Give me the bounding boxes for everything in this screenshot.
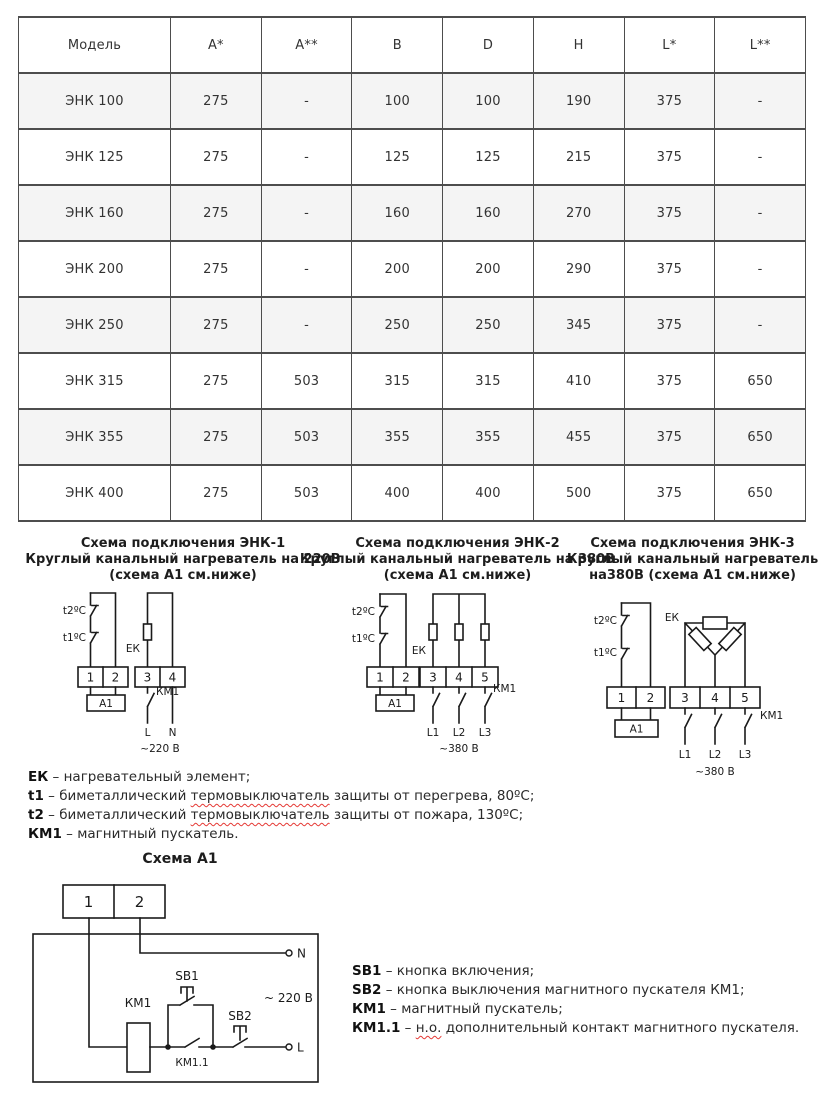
legend-components <box>28 768 534 844</box>
spec-table-body <box>19 73 806 521</box>
table-cell: - <box>261 185 352 241</box>
table-cell: 275 <box>171 465 262 521</box>
table-cell: 250 <box>443 297 534 353</box>
terminal-1: 1 <box>86 670 95 685</box>
table-cell: - <box>715 185 806 241</box>
heater-delta-branch <box>665 612 745 687</box>
phase-l-label: L <box>144 727 151 739</box>
heater-resistor <box>719 628 741 651</box>
table-cell: 375 <box>624 353 715 409</box>
title-line: (схема А1 см.ниже) <box>383 568 532 583</box>
title-line: Круглый канальный нагреватель <box>566 552 819 567</box>
table-cell: 375 <box>624 297 715 353</box>
heater-branch <box>126 593 173 667</box>
legend-text: – кнопка выключения магнитного пускателя КМ1; <box>381 982 745 998</box>
col-header-h: H <box>533 17 624 73</box>
table-cell: 455 <box>533 409 624 465</box>
legend-item <box>28 825 534 844</box>
phase-l3-label: L3 <box>738 749 752 761</box>
legend-text: защиты от перегрева, 80ºС; <box>329 788 535 804</box>
neutral-n-label: N <box>168 727 177 739</box>
table-cell: - <box>261 129 352 185</box>
legend-text: дополнительный контакт магнитного пускателя. <box>441 1020 800 1036</box>
table-row <box>19 297 806 353</box>
title-line: (схема А1 см.ниже) <box>109 568 257 583</box>
sb2-label: SB2 <box>228 1009 252 1023</box>
terminal-block <box>607 687 760 708</box>
title-line: Схема подключения ЭНК-3 <box>590 536 795 551</box>
terminal-5: 5 <box>481 670 489 685</box>
a1-label: А1 <box>99 698 113 710</box>
table-cell: - <box>715 297 806 353</box>
legend-term: КМ1 <box>352 1001 386 1017</box>
col-header-l2: L** <box>715 17 806 73</box>
table-cell: 650 <box>715 465 806 521</box>
t2-label: t2ºC <box>351 606 375 618</box>
table-cell: 125 <box>352 129 443 185</box>
table-cell: 650 <box>715 409 806 465</box>
km1-contacts <box>679 708 783 778</box>
col-header-b: B <box>352 17 443 73</box>
heater-branch <box>412 594 489 667</box>
a1-label: А1 <box>629 723 644 736</box>
table-cell: 503 <box>261 465 352 521</box>
terminal-block <box>367 667 498 687</box>
table-row <box>19 129 806 185</box>
a1-module <box>376 687 414 711</box>
voltage-label: ~220 В <box>140 743 180 755</box>
heater-resistor <box>481 624 489 640</box>
table-cell: 500 <box>533 465 624 521</box>
table-cell: - <box>261 241 352 297</box>
table-cell: - <box>261 73 352 129</box>
table-cell: 375 <box>624 129 715 185</box>
table-row <box>19 241 806 297</box>
table-cell: 125 <box>443 129 534 185</box>
terminal-2: 2 <box>111 670 120 685</box>
legend-text: защиты от пожара, 130ºС; <box>329 807 524 823</box>
phase-l1-label: L1 <box>426 727 440 739</box>
legend-term: SB1 <box>352 963 382 979</box>
table-cell: 200 <box>352 241 443 297</box>
table-row <box>19 353 806 409</box>
legend-term: КМ1.1 <box>352 1020 401 1036</box>
table-cell: - <box>715 241 806 297</box>
table-cell: - <box>261 297 352 353</box>
col-header-model: Модель <box>19 17 171 73</box>
terminal-block <box>63 885 165 918</box>
table-cell: 400 <box>443 465 534 521</box>
table-cell: - <box>715 73 806 129</box>
table-cell: 190 <box>533 73 624 129</box>
km11-label: КМ1.1 <box>175 1057 209 1069</box>
km1-label: КМ1 <box>760 710 784 722</box>
table-cell: 160 <box>443 185 534 241</box>
table-cell: 250 <box>352 297 443 353</box>
title-line: Круглый канальный нагреватель на 220В <box>25 552 341 567</box>
heater-resistor <box>144 624 152 640</box>
legend-a1 <box>352 962 799 1038</box>
table-cell: 503 <box>261 353 352 409</box>
table-header-row <box>19 17 806 73</box>
terminal-4: 4 <box>711 691 719 705</box>
table-cell: ЭНК 315 <box>19 353 171 409</box>
legend-item <box>352 962 799 981</box>
table-cell: 375 <box>624 185 715 241</box>
terminal-5: 5 <box>741 691 749 705</box>
heater-resistor <box>455 624 463 640</box>
ek-label: ЕК <box>664 612 679 624</box>
table-row <box>19 465 806 521</box>
table-cell: - <box>715 129 806 185</box>
legend-text: – <box>400 1020 416 1036</box>
legend-item <box>352 1000 799 1019</box>
legend-text: – кнопка включения; <box>381 963 535 979</box>
legend-term: SB2 <box>352 982 382 998</box>
col-header-a1: A* <box>171 17 262 73</box>
legend-text: – биметаллический <box>43 788 191 804</box>
legend-item <box>28 787 534 806</box>
table-cell: ЭНК 250 <box>19 297 171 353</box>
terminal-1: 1 <box>376 670 384 685</box>
table-cell: 375 <box>624 73 715 129</box>
ek-label: ЕК <box>411 645 426 657</box>
col-header-d: D <box>443 17 534 73</box>
heater-resistor <box>429 624 437 640</box>
table-cell: 275 <box>171 73 262 129</box>
table-cell: 410 <box>533 353 624 409</box>
ek-label: ЕК <box>125 643 140 655</box>
table-cell: 100 <box>443 73 534 129</box>
table-cell: 215 <box>533 129 624 185</box>
scheme-a1-diagram <box>28 875 368 1090</box>
t1-label: t1ºC <box>351 633 375 645</box>
heater-resistor <box>689 628 711 651</box>
terminal-4: 4 <box>455 670 463 685</box>
km1-label: КМ1 <box>124 996 152 1010</box>
terminal-1: 1 <box>83 893 94 911</box>
phase-l2-label: L2 <box>708 749 722 761</box>
table-cell: 375 <box>624 465 715 521</box>
t1-label: t1ºC <box>593 647 617 659</box>
table-cell: 100 <box>352 73 443 129</box>
col-header-a2: A** <box>261 17 352 73</box>
table-cell: 160 <box>352 185 443 241</box>
legend-text: – магнитный пускатель; <box>385 1001 563 1017</box>
enk1-wiring-diagram <box>40 588 270 760</box>
table-cell: ЭНК 355 <box>19 409 171 465</box>
title-line: Круглый канальный нагреватель на 380В <box>299 552 616 567</box>
table-row <box>19 73 806 129</box>
legend-item <box>28 768 534 787</box>
table-cell: 375 <box>624 241 715 297</box>
a1-label: А1 <box>388 698 402 710</box>
voltage-label: ~380 В <box>439 743 479 755</box>
terminal-2: 2 <box>402 670 410 685</box>
legend-misspelled-word: термовыключатель <box>190 788 330 804</box>
table-cell: 275 <box>171 409 262 465</box>
table-cell: 355 <box>352 409 443 465</box>
legend-term: t2 <box>28 807 44 823</box>
legend-text: – биметаллический <box>43 807 191 823</box>
legend-text: – магнитный пускатель. <box>61 826 239 842</box>
table-cell: 650 <box>715 353 806 409</box>
terminal-2: 2 <box>134 893 145 911</box>
legend-term: t1 <box>28 788 44 804</box>
table-cell: 275 <box>171 297 262 353</box>
table-cell: ЭНК 200 <box>19 241 171 297</box>
legend-item <box>28 806 534 825</box>
phase-l-label: L <box>297 1040 304 1055</box>
thermal-switch-branch <box>594 603 651 687</box>
phase-l3-label: L3 <box>478 727 492 739</box>
a1-module <box>615 708 658 737</box>
terminal-3: 3 <box>143 670 152 685</box>
terminal-3: 3 <box>681 691 689 705</box>
table-cell: 275 <box>171 129 262 185</box>
table-cell: ЭНК 125 <box>19 129 171 185</box>
table-row <box>19 185 806 241</box>
table-cell: 345 <box>533 297 624 353</box>
km1-coil <box>127 1023 150 1072</box>
phase-l2-label: L2 <box>452 727 466 739</box>
thermal-switch-branch <box>352 594 406 667</box>
t2-label: t2ºC <box>62 605 86 617</box>
terminal-2: 2 <box>646 691 655 705</box>
title-line: Схема подключения ЭНК-2 <box>355 536 560 551</box>
km1-contacts <box>427 683 516 755</box>
enk3-wiring-diagram <box>580 592 815 792</box>
table-cell: ЭНК 400 <box>19 465 171 521</box>
a1-module <box>87 687 125 711</box>
km1-label: КМ1 <box>493 683 517 695</box>
legend-item <box>352 981 799 1000</box>
table-cell: 200 <box>443 241 534 297</box>
diagram3-title <box>565 536 820 584</box>
voltage-label: ~380 В <box>695 766 735 778</box>
table-cell: 290 <box>533 241 624 297</box>
legend-text: – нагревательный элемент; <box>48 769 251 785</box>
legend-item <box>352 1019 799 1038</box>
title-line: на380В (схема А1 см.ниже) <box>589 568 796 583</box>
km1-contact <box>140 686 179 755</box>
phase-l1-label: L1 <box>678 749 692 761</box>
table-cell: 270 <box>533 185 624 241</box>
legend-misspelled-word: н.о. <box>415 1020 442 1036</box>
thermal-switch-branch <box>63 593 116 667</box>
title-line: Схема подключения ЭНК-1 <box>80 536 286 551</box>
table-cell: 275 <box>171 353 262 409</box>
table-cell: 355 <box>443 409 534 465</box>
table-cell: 315 <box>352 353 443 409</box>
terminal-4: 4 <box>168 670 177 685</box>
table-cell: ЭНК 100 <box>19 73 171 129</box>
km1-label: КМ1 <box>156 686 180 698</box>
sb1-label: SB1 <box>175 969 199 983</box>
col-header-l1: L* <box>624 17 715 73</box>
table-row <box>19 409 806 465</box>
table-cell: 375 <box>624 409 715 465</box>
t1-label: t1ºC <box>62 632 86 644</box>
table-cell: 275 <box>171 185 262 241</box>
table-cell: 503 <box>261 409 352 465</box>
spec-table <box>18 16 806 522</box>
scheme-a1-title: Схема А1 <box>142 851 218 867</box>
table-cell: 275 <box>171 241 262 297</box>
enk2-wiring-diagram <box>330 588 560 760</box>
terminal-1: 1 <box>617 691 626 705</box>
voltage-label: ~ 220 В <box>264 991 313 1005</box>
legend-term: ЕК <box>28 769 49 785</box>
heater-resistor <box>703 617 727 629</box>
legend-term: КМ1 <box>28 826 62 842</box>
neutral-n-label: N <box>297 946 306 961</box>
table-cell: 315 <box>443 353 534 409</box>
terminal-3: 3 <box>429 670 437 685</box>
legend-misspelled-word: термовыключатель <box>190 807 330 823</box>
t2-label: t2ºC <box>593 615 617 627</box>
terminal-block <box>78 667 185 687</box>
table-cell: 400 <box>352 465 443 521</box>
table-cell: ЭНК 160 <box>19 185 171 241</box>
